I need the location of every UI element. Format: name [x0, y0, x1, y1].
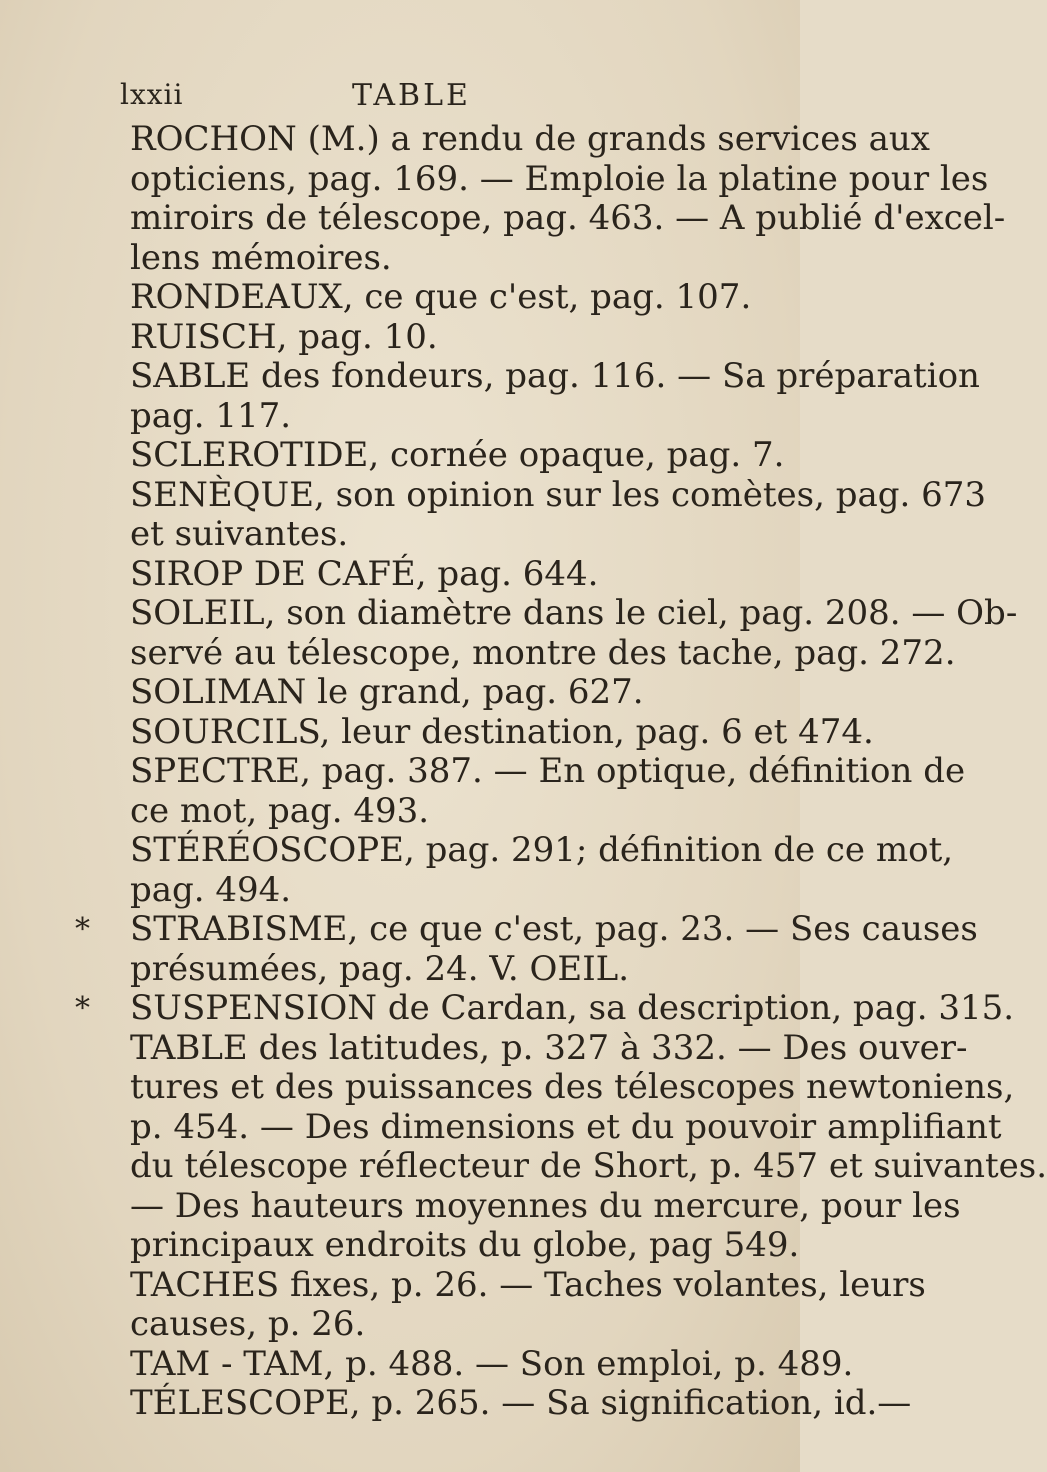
- entry-line-first: RUISCH, pag. 10.: [130, 316, 438, 357]
- index-entry: [0, 1343, 854, 1385]
- index-entry: * SUSPENSION de Cardan, sa description, pag. 315.: [75, 988, 1015, 1028]
- running-title: TABLE: [352, 78, 471, 113]
- entry-line: pag. 494.: [130, 869, 292, 910]
- entry-line: miroirs de télescope, pag. 463. — A publié d'excel-: [130, 198, 1006, 238]
- index-entry: [0, 318, 800, 358]
- entry-line-first: STÉRÉOSCOPE, pag. 291; définition de ce mot,: [130, 830, 954, 870]
- index-entry: [0, 751, 966, 831]
- entry-line: tures et des puissances des télescopes newtoniens,: [130, 1067, 1015, 1107]
- entry-line-first: TABLE des latitudes, p. 327 à 332. — Des ouver-: [130, 1027, 968, 1068]
- index-entry: [0, 711, 874, 753]
- entry-line: présumées, pag. 24. V. OEIL.: [130, 948, 630, 989]
- index-entry: [0, 830, 954, 910]
- index-entry: [0, 356, 980, 436]
- entry-line-first: SENÈQUE, son opinion sur les comètes, pag. 673: [130, 474, 987, 515]
- index-entry: [0, 673, 800, 713]
- index-entry: [0, 278, 800, 318]
- entry-line: lens mémoires.: [130, 237, 392, 278]
- index-entry: [0, 1383, 912, 1424]
- index-entry: [0, 436, 800, 476]
- entry-line-first: TAM - TAM, p. 488. — Son emploi, p. 489.: [130, 1343, 854, 1384]
- entry-line: et suivantes.: [130, 514, 349, 554]
- entry-line: principaux endroits du globe, pag 549.: [130, 1225, 800, 1265]
- page-number: lxxii: [120, 78, 184, 111]
- entry-line-first: TÉLESCOPE, p. 265. — Sa signification, id.—: [130, 1383, 912, 1423]
- page-header: [120, 78, 760, 118]
- index-entry: [0, 593, 1018, 673]
- entry-line: ce mot, pag. 493.: [130, 790, 430, 831]
- entry-line-first: STRABISME, ce que c'est, pag. 23. — Ses causes: [130, 909, 978, 949]
- entry-line-first: SOURCILS, leur destination, pag. 6 et 474.: [130, 711, 874, 752]
- index-entry: * STRABISME, ce que c'est, pag. 23. — Ses causes présumées, pag. 24. V. OEIL.: [75, 909, 978, 989]
- entry-line: pag. 117.: [130, 395, 292, 436]
- entry-line: causes, p. 26.: [130, 1304, 366, 1344]
- index-entry: [0, 474, 987, 555]
- entry-line-first: SUSPENSION de Cardan, sa description, pag. 315.: [130, 988, 1015, 1028]
- entry-line-first: SOLEIL, son diamètre dans le ciel, pag. 208. — Ob-: [130, 593, 1018, 633]
- entry-line: — Des hauteurs moyennes du mercure, pour les: [130, 1185, 961, 1226]
- entry-line: servé au télescope, montre des tache, pag. 272.: [130, 632, 956, 673]
- index-entry: [0, 1027, 1047, 1266]
- entry-line-first: RONDEAUX, ce que c'est, pag. 107.: [130, 277, 752, 317]
- entry-line-first: SPECTRE, pag. 387. — En optique, définition de: [130, 751, 966, 791]
- index-entry: [0, 555, 800, 595]
- entry-line-first: ROCHON (M.) a rendu de grands services aux: [130, 119, 930, 159]
- index-entries: [0, 119, 1047, 1424]
- index-entry: [0, 119, 1006, 278]
- entry-line: du télescope réflecteur de Short, p. 457 et suivantes.: [130, 1146, 1047, 1186]
- entry-line-first: SABLE des fondeurs, pag. 116. — Sa préparation: [130, 356, 980, 396]
- entry-line-first: SOLIMAN le grand, pag. 627.: [130, 672, 644, 712]
- entry-line-first: SIROP DE CAFÉ, pag. 644.: [130, 553, 599, 594]
- index-entry: [0, 1264, 926, 1345]
- entry-line: opticiens, pag. 169. — Emploie la platine pour les: [130, 158, 989, 199]
- entry-line: p. 454. — Des dimensions et du pouvoir amplifiant: [130, 1106, 1002, 1147]
- entry-line-first: SCLEROTIDE, cornée opaque, pag. 7.: [130, 435, 785, 475]
- entry-line-first: TACHES fixes, p. 26. — Taches volantes, leurs: [130, 1264, 926, 1305]
